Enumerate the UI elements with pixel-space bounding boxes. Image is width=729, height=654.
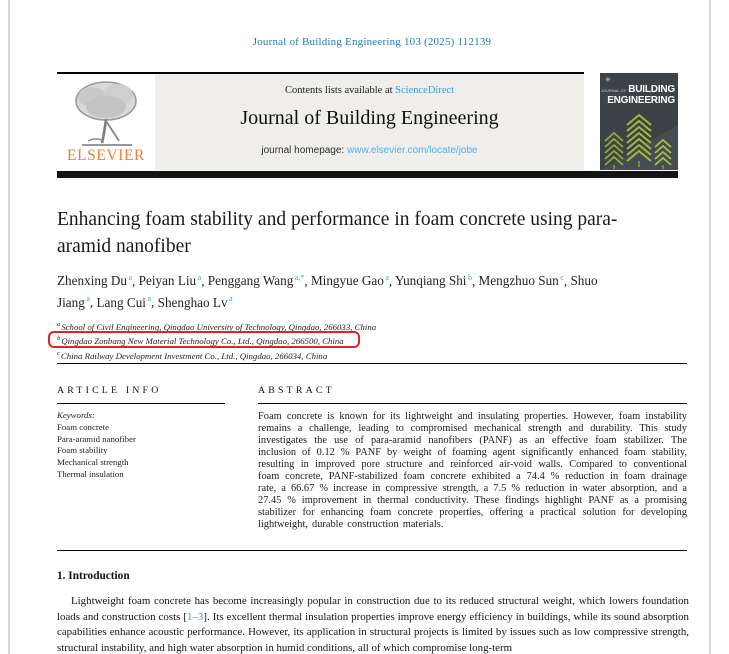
elsevier-tree-icon <box>64 75 148 149</box>
journal-masthead <box>57 72 687 170</box>
cover-elsevier-mark-icon: ✳ <box>605 76 611 84</box>
abstract-rule <box>258 403 687 404</box>
article-info-rule <box>57 403 225 404</box>
sciencedirect-link[interactable]: ScienceDirect <box>395 85 455 96</box>
abstract-heading: ABSTRACT <box>258 385 335 396</box>
author: Mengzhuo Sun $^c$ <box>478 273 564 289</box>
intro-text-after: . Its excellent thermal insulation properties improve energy efficiency in buildings, while its sound absorption capabilities enhance acoustic performance. However, its application in structural projects is limited by issues such as low compressive strength, structural instability, and high water absorption in humid conditions, all of which compromise long-term <box>57 610 689 654</box>
keyword-item: Thermal insulation <box>57 468 124 479</box>
affiliation-list <box>57 319 577 362</box>
masthead-center-panel <box>155 74 584 170</box>
introduction-paragraph <box>57 594 689 654</box>
cover-journal-of: JOURNAL OF <box>601 89 627 93</box>
citation-bracket-close: ] <box>203 610 207 623</box>
cover-building: BUILDING <box>628 84 675 95</box>
author: Mingyue Gao $^a$ <box>310 273 389 289</box>
author: Zhenxing Du $^a$ <box>57 273 133 289</box>
cover-title-line2: ENGINEERING <box>607 95 675 106</box>
divider-above-article-info <box>57 363 687 364</box>
author: Lang Cui $^a$ <box>96 294 152 310</box>
cover-title-block <box>601 85 675 106</box>
article-info-column <box>57 385 225 481</box>
citation-link[interactable]: 1–3 <box>187 610 204 623</box>
introduction-heading: 1. Introduction <box>57 570 130 582</box>
homepage-url-link[interactable]: www.elsevier.com/locate/jobe <box>347 145 478 156</box>
abstract-column <box>258 385 687 531</box>
abstract-text: Foam concrete is known for its lightweight and insulating properties. However, foam instability remains a challenge, leading to compromised mechanical strength and durability. This study investigates the use of para-aramid nanofibers (PANF) as an effective foam stabilizer. The inclusion of 0.12 % PANF by weight of foaming agent significantly enhanced foam stability, resulting in improved pore structure and reinforced air-void walls. Compared to conventional foam concrete, PANF-stabilized foam concrete exhibited a 74.4 % reduction in foam drainage rate, a 66.67 % increase in compressive strength, a 7.5 % reduction in water absorption, and a 27.45 % improvement in thermal conductivity. These findings highlight PANF as a promising stabilizer for enhancing foam concrete properties, offering a practical solution for developing lightweight, durable construction materials. <box>258 411 687 531</box>
contents-list-line <box>155 74 584 96</box>
page-right-edge <box>709 0 711 654</box>
keyword-item: Para-aramid nanofiber <box>57 433 136 444</box>
elsevier-wordmark: ELSEVIER <box>67 147 145 164</box>
affiliation: $^b$Qingdao Zonbang New Material Technology Co., Ltd., Qingdao, 266500, China <box>57 333 577 347</box>
page-left-edge <box>8 0 10 654</box>
homepage-prefix: journal homepage: <box>261 145 347 156</box>
affiliation: $^a$School of Civil Engineering, Qingdao University of Technology, Qingdao, 266033, China <box>57 321 377 332</box>
elsevier-logo[interactable] <box>57 75 155 170</box>
journal-title: Journal of Building Engineering <box>240 107 499 129</box>
intro-text-before: Lightweight foam concrete has become increasingly popular in construction due to its reduced structural weight, which lowers foundation loads and construction costs <box>57 595 689 623</box>
keyword-item: Foam stability <box>57 445 108 456</box>
masthead-bottom-bar <box>57 171 678 178</box>
citation-bracket-open: [ <box>183 610 187 623</box>
author: Shenghao Lv $^a$ <box>157 294 233 310</box>
affiliation: $^c$China Railway Development Investment Co., Ltd., Qingdao, 266034, China <box>57 349 328 361</box>
author: Peiyan Liu $^a$ <box>138 273 202 289</box>
journal-cover-thumbnail[interactable] <box>600 73 678 170</box>
keyword-item: Foam concrete <box>57 422 110 432</box>
journal-citation-header[interactable]: Journal of Building Engineering 103 (2025) 112139 <box>252 36 492 48</box>
divider-below-abstract <box>57 550 687 551</box>
article-title: Enhancing foam stability and performance in foam concrete using para-aramid nanofiber <box>57 209 618 257</box>
homepage-line <box>155 145 584 156</box>
author-list: Zhenxing Du $^a$, Peiyan Liu $^a$, Penggang Wang $^{a,*}$, Mingyue Gao $^a$, Yunqiang Shi $^b$, Mengzhuo Sun $^c$, Shuo Jiang $^a$, Lang Cui $^a$, Shenghao Lv $^a$ <box>57 273 598 310</box>
author: Yunqiang Shi $^b$ <box>395 273 472 289</box>
article-info-heading: ARTICLE INFO <box>57 385 162 396</box>
author: Shuo Jiang $^a$ <box>57 273 598 310</box>
keyword-list <box>57 410 225 480</box>
keywords-label: Keywords: <box>57 410 95 421</box>
keyword-item: Mechanical strength <box>57 457 129 468</box>
contents-prefix: Contents lists available at <box>284 85 396 96</box>
author: Penggang Wang $^{a,*}$ <box>207 273 305 289</box>
